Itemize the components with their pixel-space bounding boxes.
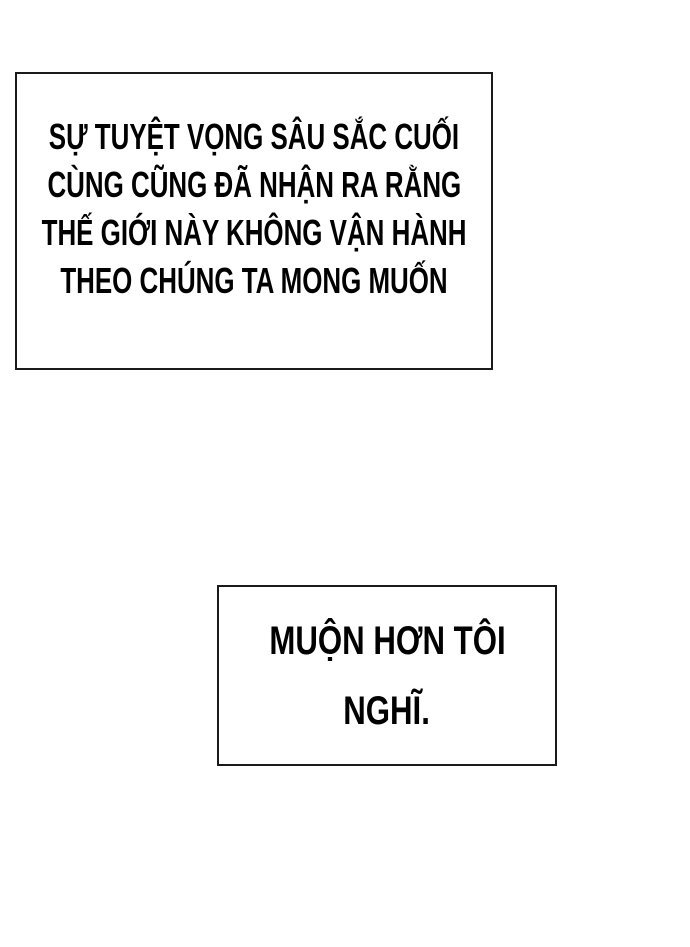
narration-line: NGHĨ. (343, 688, 431, 733)
narration-box-top (15, 72, 493, 370)
narration-box-bottom (217, 585, 557, 766)
narration-line: CÙNG CŨNG ĐÃ NHẬN RA RẰNG (47, 164, 461, 205)
narration-line: MUỘN HƠN TÔI (268, 618, 506, 663)
narration-line: SỰ TUYỆT VỌNG SÂU SẮC CUỐI (48, 116, 460, 157)
narration-line: THEO CHÚNG TA MONG MUỐN (60, 260, 448, 301)
narration-line: THẾ GIỚI NÀY KHÔNG VẬN HÀNH (41, 212, 467, 253)
